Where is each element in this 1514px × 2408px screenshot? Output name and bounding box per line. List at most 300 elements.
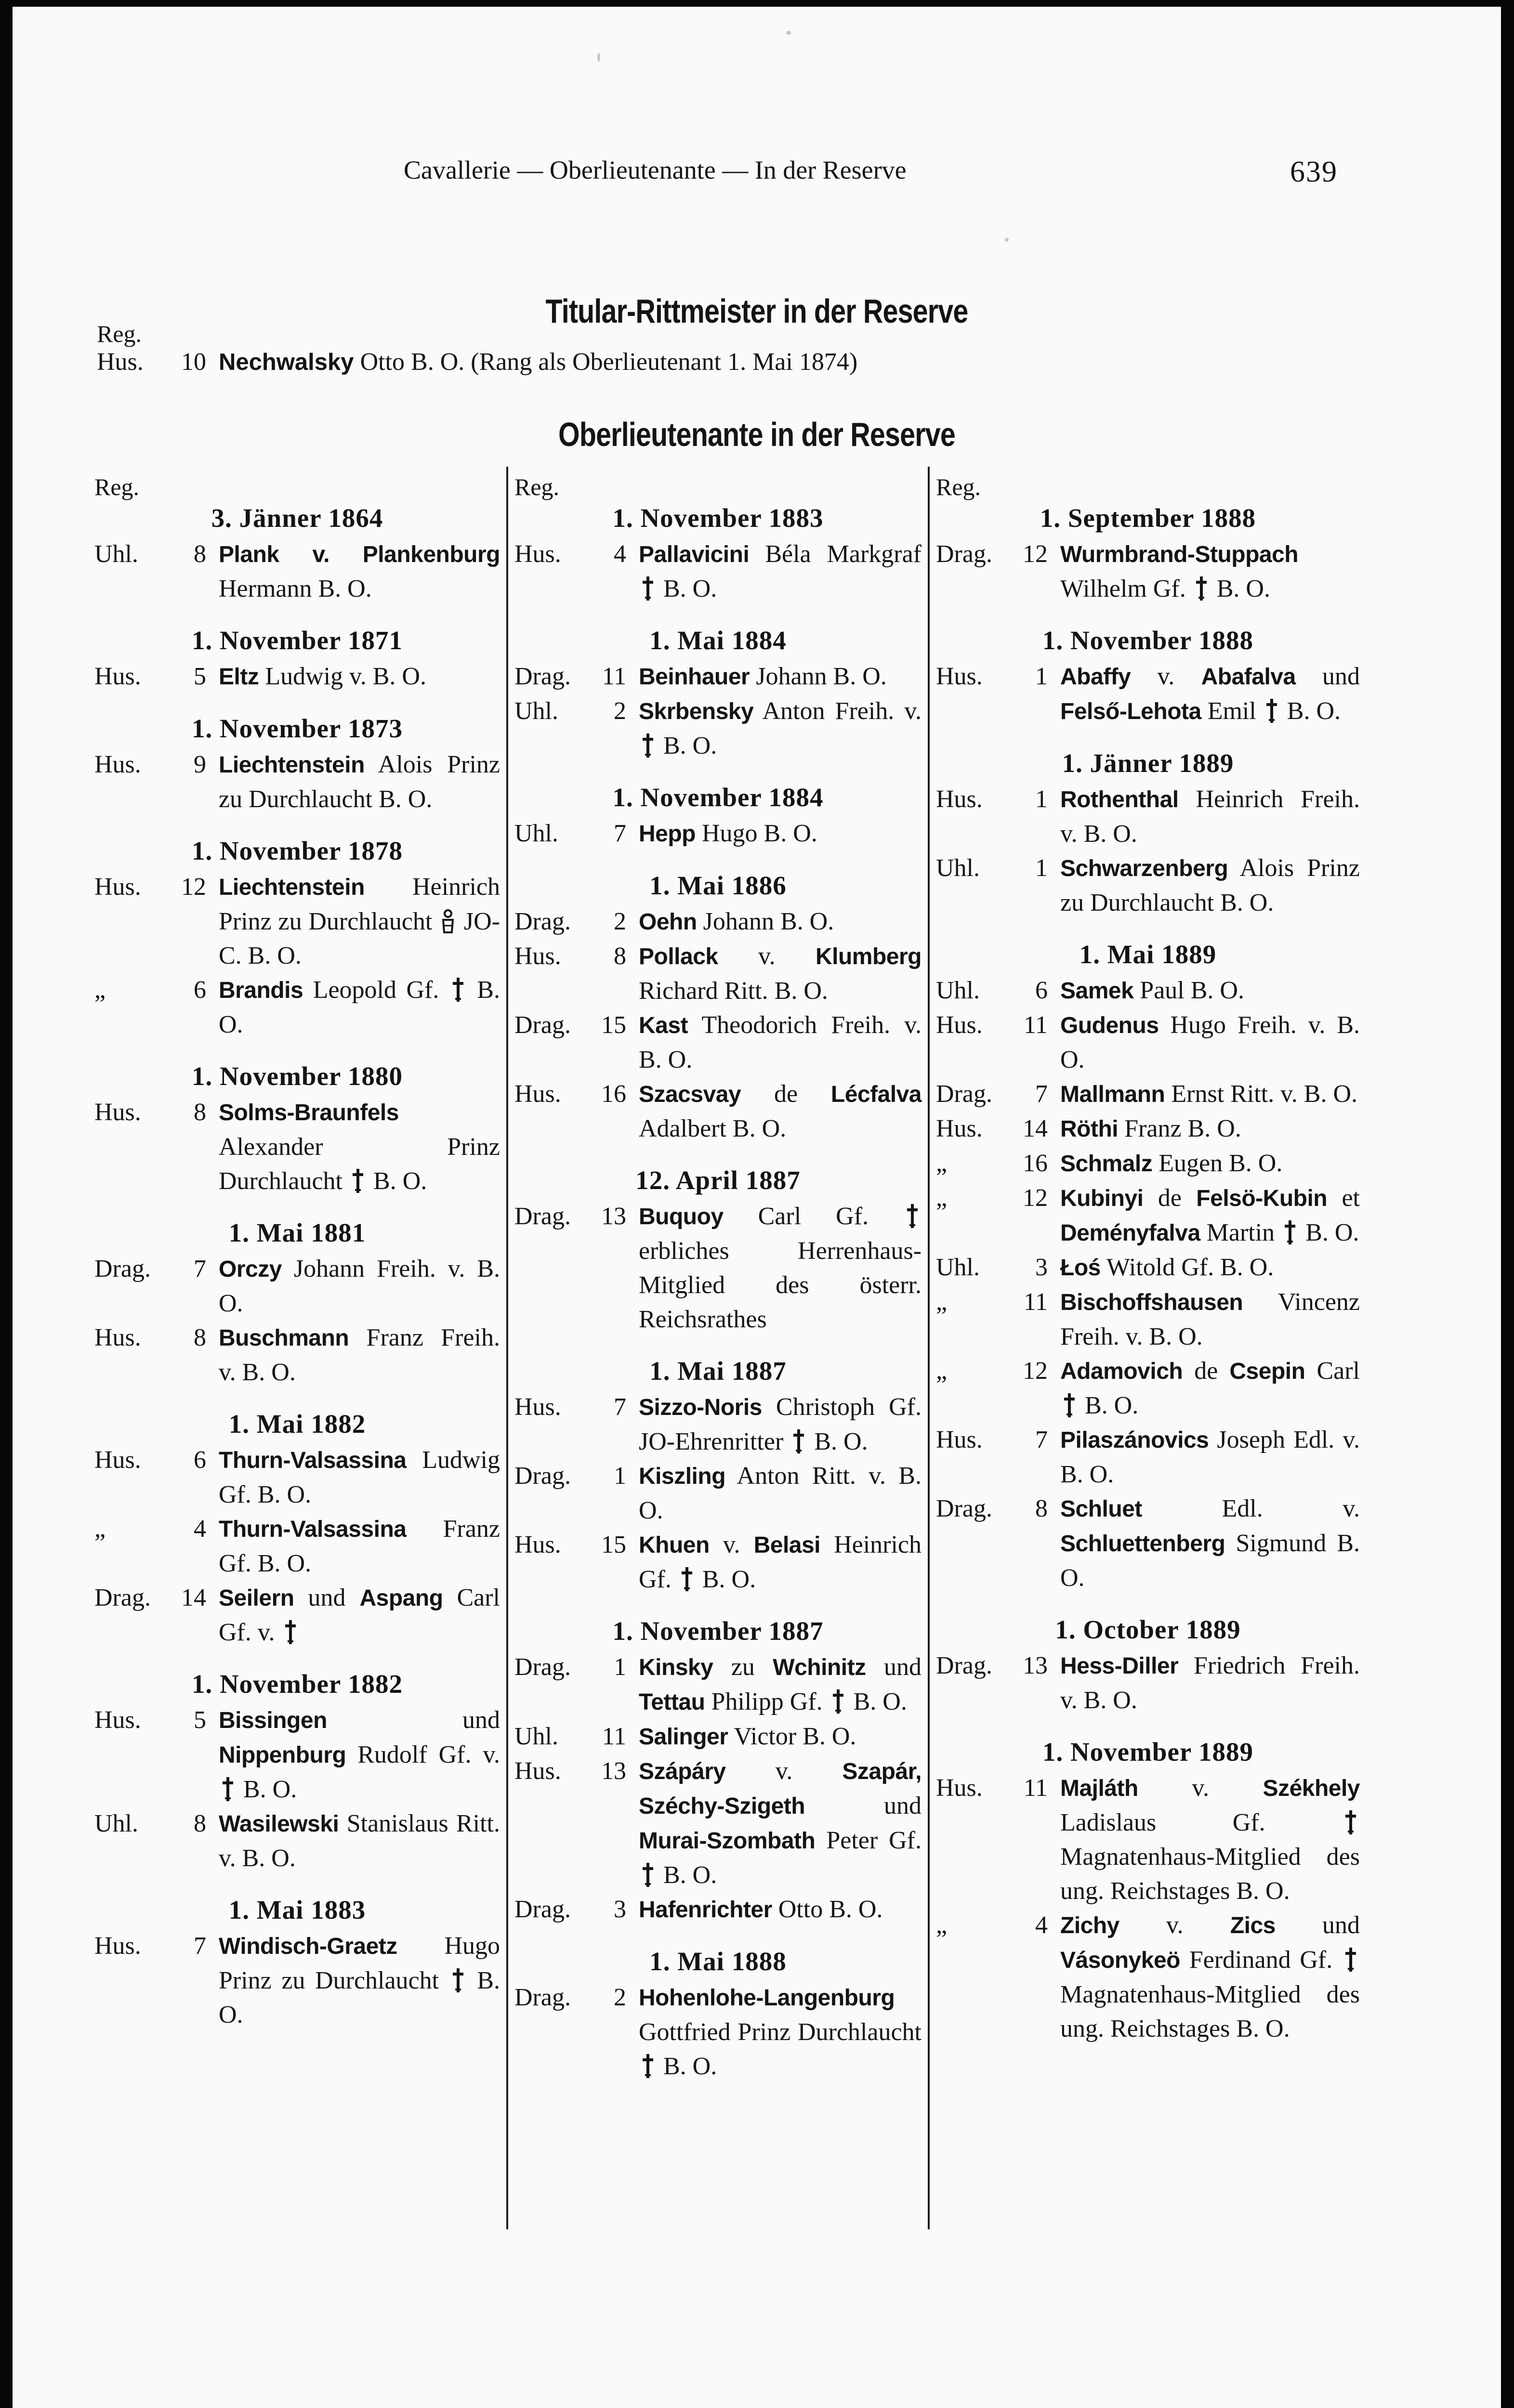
officer-name: Majláth	[1060, 1776, 1138, 1801]
officer-details: Franz B. O.	[1118, 1115, 1241, 1142]
oberlieutenante-heading: Oberlieutenante in der Reserve	[558, 416, 955, 453]
officer-entry	[514, 1650, 922, 1719]
promotion-date: 1. Mai 1883	[228, 1895, 366, 1924]
officer-details: v.	[725, 1757, 843, 1785]
promotion-date: 1. Mai 1882	[228, 1409, 366, 1439]
regiment-number: 12	[1023, 1184, 1048, 1212]
regiment-type: Drag.	[514, 1896, 571, 1923]
officer-entry	[94, 1321, 500, 1389]
officer-details: v.	[718, 942, 816, 970]
regiment-number: 3	[1035, 1254, 1048, 1281]
officer-details: B. O.	[1299, 1219, 1359, 1246]
regiment-number: 8	[194, 1099, 206, 1126]
officer-details: Franz Freih. v. B. O.	[219, 1324, 500, 1386]
cross-icon	[222, 1776, 234, 1802]
officer-text	[1060, 1181, 1360, 1250]
officer-name: Zichy	[1060, 1913, 1119, 1938]
officer-name: Buquoy	[639, 1204, 724, 1230]
officer-details: Heinrich Freih. v. B. O.	[1060, 785, 1360, 848]
officer-entry	[514, 537, 922, 606]
officer-name: Szacsvay	[639, 1082, 741, 1107]
officer-entry	[936, 1771, 1360, 1908]
regiment-number: 11	[1023, 1288, 1048, 1316]
regiment-type: Drag.	[936, 1080, 992, 1108]
promotion-date: 1. Mai 1881	[228, 1218, 366, 1247]
officer-text	[1060, 782, 1360, 851]
column-rule	[506, 467, 508, 2229]
officer-details: Alexander Prinz Durchlaucht	[219, 1133, 500, 1195]
regiment-number: 11	[602, 663, 626, 690]
column-3	[936, 473, 1360, 2240]
regiment-number: 14	[181, 1584, 206, 1611]
officer-text	[639, 904, 922, 939]
regiment-type: Uhl.	[94, 1810, 138, 1837]
regiment-type: „	[936, 1357, 948, 1385]
officer-details: Ladislaus Gf.	[1060, 1809, 1342, 1836]
officer-details: Franz Gf. B. O.	[219, 1515, 500, 1577]
regiment-type: Drag.	[514, 908, 571, 935]
officer-entry	[514, 1077, 922, 1146]
officer-surname: Nechwalsky	[219, 349, 354, 375]
officer-name: Mallmann	[1060, 1082, 1165, 1107]
regiment-type: Hus.	[94, 873, 141, 901]
officer-details: Vincenz Freih. v. B. O.	[1060, 1288, 1360, 1350]
officer-details: Hugo Freih. v. B. O.	[1060, 1011, 1360, 1073]
cross-icon	[642, 1862, 654, 1888]
promotion-date: 1. November 1887	[612, 1616, 824, 1646]
officer-name: Khuen	[639, 1532, 710, 1558]
officer-name: Belasi	[753, 1532, 820, 1558]
officer-name: Gudenus	[1060, 1013, 1159, 1038]
officer-entry	[514, 816, 922, 851]
officer-details: de	[741, 1080, 831, 1108]
regiment-number: 12	[181, 873, 206, 901]
officer-entry	[936, 1112, 1360, 1146]
officer-entry	[514, 1980, 922, 2083]
officer-name: Vásonykeö	[1060, 1948, 1180, 1973]
promotion-date: 12. April 1887	[635, 1165, 801, 1195]
officer-details: Alois Prinz zu Durchlaucht B. O.	[219, 751, 500, 813]
officer-name: Szapár, Széchy-Szigeth	[639, 1759, 922, 1819]
officer-details: Carl Gf.	[723, 1203, 903, 1230]
cross-icon	[1344, 1809, 1357, 1835]
officer-details: Philipp Gf.	[705, 1688, 829, 1715]
officer-details: Otto B. O.	[772, 1896, 883, 1923]
promotion-date: 1. Mai 1889	[1079, 940, 1217, 969]
officer-details: B. O.	[219, 976, 500, 1038]
cross-icon	[284, 1619, 297, 1645]
officer-text	[639, 1650, 922, 1719]
column-1	[94, 473, 500, 2240]
officer-details: und	[1295, 663, 1360, 690]
officer-entry	[936, 1146, 1360, 1181]
officer-name: Eltz	[219, 664, 259, 690]
officer-text	[1060, 1008, 1360, 1077]
regiment-type: Hus.	[94, 1932, 141, 1960]
officer-details: B. O.	[1079, 1392, 1139, 1419]
officer-name: Liechtenstein	[219, 875, 365, 900]
promotion-date: 1. Mai 1888	[649, 1947, 787, 1976]
officer-details: Christoph Gf. JO-Ehrenritter	[639, 1393, 922, 1455]
officer-text	[219, 747, 500, 816]
cross-icon	[681, 1566, 693, 1592]
officer-details: Carl	[1305, 1357, 1360, 1385]
officer-details: Peter Gf.	[815, 1827, 922, 1854]
officer-text	[219, 1806, 500, 1875]
regiment-number: 2	[614, 1984, 626, 2011]
regiment-number: 8	[194, 1324, 206, 1351]
officer-entry	[514, 1892, 922, 1927]
regiment-type: „	[936, 1150, 948, 1177]
officer-name: Tettau	[639, 1689, 705, 1715]
officer-text	[639, 1077, 922, 1146]
regiment-type: Hus.	[94, 1706, 141, 1734]
officer-details: und	[1275, 1911, 1360, 1939]
officer-details: Hugo B. O.	[696, 820, 817, 847]
officer-entry	[94, 973, 500, 1042]
officer-entry	[936, 1423, 1360, 1492]
regiment-type: Uhl.	[936, 977, 980, 1004]
regiment-type: „	[936, 1184, 948, 1212]
officer-details: und	[805, 1792, 922, 1819]
reg-label: Reg.	[97, 320, 142, 347]
cross-icon	[906, 1203, 919, 1229]
officer-entry	[514, 1528, 922, 1597]
officer-details: Gottfried Prinz Durchlaucht	[639, 2018, 922, 2046]
regiment-type: Hus.	[514, 1757, 561, 1785]
regiment-number: 6	[194, 976, 206, 1004]
officer-name: Buschmann	[219, 1325, 349, 1351]
officer-entry	[514, 694, 922, 763]
officer-details: B. O.	[1280, 697, 1341, 725]
promotion-date: 1. November 1871	[191, 626, 403, 655]
regiment-type: Hus.	[514, 1393, 561, 1421]
officer-entry	[514, 659, 922, 694]
officer-text	[219, 537, 500, 606]
decoration-icon	[442, 908, 454, 934]
officer-details: Stanislaus Ritt. v. B. O.	[219, 1810, 500, 1872]
promotion-date: 1. Jänner 1889	[1062, 748, 1234, 778]
officer-name: Klumberg	[815, 944, 922, 969]
officer-details: Magnatenhaus-Mitglied des ung. Reichstages B. O.	[1060, 1843, 1360, 1905]
regiment-type: Uhl.	[514, 820, 558, 847]
officer-entry	[936, 1008, 1360, 1077]
officer-text	[639, 1528, 922, 1597]
book-page	[13, 7, 1501, 2408]
regiment-number: 3	[614, 1896, 626, 1923]
officer-entry	[94, 1806, 500, 1875]
regiment-number: 8	[614, 942, 626, 970]
regiment-type: Drag.	[514, 663, 571, 690]
regiment-type: Uhl.	[514, 1723, 558, 1750]
regiment-number: 11	[1023, 1011, 1048, 1039]
titular-heading: Titular-Rittmeister in der Reserve	[545, 292, 968, 330]
officer-details: v.	[1131, 663, 1201, 690]
officer-text	[639, 1008, 922, 1077]
officer-details: B. O.	[219, 1967, 500, 2028]
page-number: 639	[1290, 156, 1338, 188]
officer-details: B. O.	[1210, 575, 1270, 602]
regiment-number: 5	[194, 663, 206, 690]
regiment-type: Drag.	[94, 1255, 151, 1283]
officer-details: Alois Prinz zu Durchlaucht B. O.	[1060, 854, 1360, 916]
promotion-date: 1. November 1878	[191, 836, 403, 865]
regiment-type: Hus.	[936, 785, 983, 813]
regiment-type: Hus.	[936, 663, 983, 690]
officer-entry	[514, 1199, 922, 1336]
officer-name: Schmalz	[1060, 1151, 1153, 1177]
officer-details: und	[327, 1706, 500, 1734]
officer-details: Ludwig Gf. B. O.	[219, 1446, 500, 1508]
officer-details: B. O.	[657, 2053, 717, 2080]
regiment-type: Hus.	[94, 663, 141, 690]
cross-icon	[1284, 1219, 1296, 1245]
officer-entry	[94, 1095, 500, 1198]
officer-entry	[94, 870, 500, 973]
officer-text	[219, 1252, 500, 1321]
officer-entry	[936, 1908, 1360, 2046]
promotion-date: 3. Jänner 1864	[211, 503, 383, 533]
officer-details: zu	[713, 1653, 773, 1681]
cross-icon	[352, 1168, 364, 1194]
officer-text	[219, 1321, 500, 1389]
officer-name: Solms-Braunfels	[219, 1100, 399, 1125]
regiment-number: 16	[1023, 1150, 1048, 1177]
officer-details: Witold Gf. B. O.	[1100, 1254, 1274, 1281]
regiment-number: 10	[181, 348, 206, 376]
regiment-type: „	[936, 1911, 948, 1939]
officer-name: Abafalva	[1201, 664, 1296, 690]
officer-text	[1060, 851, 1360, 920]
promotion-date: 1. October 1889	[1055, 1615, 1241, 1644]
regiment-type: Hus.	[514, 1531, 561, 1558]
officer-entry	[514, 904, 922, 939]
officer-text	[639, 1199, 922, 1336]
officer-text	[639, 1892, 922, 1927]
officer-details: Adalbert B. O.	[639, 1115, 787, 1142]
regiment-type: Drag.	[936, 1495, 992, 1522]
officer-details: B. O.	[237, 1776, 297, 1803]
officer-details: B. O.	[657, 732, 717, 759]
officer-details: B. O.	[367, 1167, 427, 1195]
regiment-number: 12	[1023, 1357, 1048, 1385]
regiment-type: Hus.	[94, 1324, 141, 1351]
officer-details: Wilhelm Gf.	[1060, 575, 1192, 602]
officer-name: Hohenlohe-Langenburg	[639, 1985, 895, 2011]
officer-entry	[936, 1285, 1360, 1354]
regiment-type: „	[94, 1515, 106, 1543]
regiment-type: Uhl.	[94, 540, 138, 568]
regiment-number: 2	[614, 908, 626, 935]
promotion-date: 1. November 1884	[612, 783, 824, 812]
officer-text	[639, 694, 922, 763]
officer-text	[1060, 1146, 1360, 1181]
officer-name: Zics	[1230, 1913, 1276, 1938]
officer-text	[219, 870, 500, 973]
officer-details: Richard Ritt. B. O.	[639, 977, 828, 1005]
officer-details: und	[866, 1653, 922, 1681]
regiment-number: 4	[1035, 1911, 1048, 1939]
officer-name: Thurn-Valsassina	[219, 1517, 407, 1542]
officer-text	[1060, 1492, 1360, 1595]
officer-details: Anton Freih. v.	[753, 697, 922, 725]
officer-text	[639, 816, 922, 851]
regiment-number: 7	[194, 1932, 206, 1960]
officer-text	[1060, 659, 1360, 729]
regiment-number: 8	[194, 540, 206, 568]
cross-icon	[1063, 1392, 1076, 1418]
officer-name: Sizzo-Noris	[639, 1395, 762, 1420]
officer-text	[639, 1390, 922, 1459]
promotion-date: 1. September 1888	[1040, 503, 1256, 533]
officer-name: Nippenburg	[219, 1742, 346, 1768]
officer-text	[219, 973, 500, 1042]
regiment-type: Uhl.	[514, 697, 558, 725]
officer-name: Beinhauer	[639, 664, 750, 690]
promotion-date: 1. November 1889	[1042, 1737, 1254, 1767]
officer-details: v.	[709, 1531, 754, 1558]
officer-name: Schwarzenberg	[1060, 856, 1228, 881]
cross-icon	[1265, 698, 1278, 724]
officer-details: Emil	[1201, 697, 1263, 725]
officer-text	[639, 1719, 922, 1754]
officer-details: Anton Ritt. v. B. O.	[639, 1462, 922, 1524]
regiment-number: 13	[601, 1757, 626, 1785]
regiment-number: 8	[194, 1810, 206, 1837]
print-speck	[597, 53, 600, 62]
regiment-number: 6	[194, 1446, 206, 1474]
regiment-number: 6	[1035, 977, 1048, 1004]
officer-details: Eugen B. O.	[1152, 1150, 1283, 1177]
officer-text	[219, 1929, 500, 2032]
officer-name: Brandis	[219, 978, 303, 1003]
officer-entry	[94, 1581, 500, 1649]
regiment-number: 4	[614, 540, 626, 568]
officer-name: Thurn-Valsassina	[219, 1448, 407, 1473]
officer-name: Kiszling	[639, 1464, 726, 1489]
officer-text	[1060, 1771, 1360, 1908]
column-2	[514, 473, 922, 2240]
regiment-number: 13	[601, 1203, 626, 1230]
cross-icon	[642, 733, 654, 759]
officer-details: Joseph Edl. v. B. O.	[1060, 1426, 1360, 1488]
officer-name: Liechtenstein	[219, 752, 365, 778]
regiment-number: 14	[1023, 1115, 1048, 1142]
officer-name: Murai-Szombath	[639, 1828, 816, 1854]
officer-details: Victor B. O.	[728, 1723, 856, 1750]
officer-name: Abaffy	[1060, 664, 1131, 690]
officer-name: Oehn	[639, 909, 697, 935]
officer-entry	[94, 659, 500, 694]
regiment-type: Hus.	[514, 942, 561, 970]
officer-details: Edl. v.	[1142, 1495, 1360, 1522]
officer-name: Schluettenberg	[1060, 1531, 1225, 1557]
regiment-type: Hus.	[936, 1426, 983, 1453]
officer-name: Orczy	[219, 1256, 282, 1282]
officer-entry	[936, 1250, 1360, 1285]
officer-details: Hermann B. O.	[219, 575, 372, 602]
promotion-date: 1. November 1883	[612, 503, 824, 533]
officer-name: Kubinyi	[1060, 1186, 1144, 1211]
regiment-type: Hus.	[94, 751, 141, 778]
officer-text	[219, 1581, 500, 1649]
promotion-date: 1. November 1888	[1042, 626, 1254, 655]
officer-name: Salinger	[639, 1724, 728, 1750]
officer-details: v.	[1119, 1911, 1230, 1939]
officer-details: Ferdinand Gf.	[1180, 1946, 1342, 1974]
officer-details: Carl Gf. v.	[219, 1584, 500, 1646]
officer-text	[219, 1095, 500, 1198]
officer-entry	[94, 1929, 500, 2032]
officer-text	[1060, 973, 1360, 1008]
officer-text	[219, 1703, 500, 1806]
officer-text	[1060, 1423, 1360, 1492]
reg-label: Reg.	[94, 473, 140, 500]
officer-name: Deményfalva	[1060, 1220, 1200, 1246]
officer-entry	[94, 747, 500, 816]
officer-text	[639, 1459, 922, 1528]
regiment-number: 1	[1035, 663, 1048, 690]
officer-name: Bischoffshausen	[1060, 1290, 1243, 1315]
titular-entry	[97, 348, 858, 376]
officer-details: Sigmund B. O.	[1060, 1530, 1360, 1592]
officer-name: Windisch-Graetz	[219, 1934, 397, 1959]
officer-name: Łoś	[1060, 1255, 1101, 1281]
regiment-number: 7	[614, 820, 626, 847]
officer-details: Magnatenhaus-Mitglied des ung. Reichstages B. O.	[1060, 1981, 1360, 2042]
regiment-type: Drag.	[514, 1462, 571, 1490]
regiment-number: 7	[1035, 1426, 1048, 1453]
regiment-number: 11	[602, 1723, 626, 1750]
officer-text	[1060, 1354, 1360, 1423]
officer-name: Hepp	[639, 821, 696, 847]
officer-details: B. O.	[696, 1566, 756, 1593]
regiment-type: Uhl.	[936, 1254, 980, 1281]
regiment-type: Drag.	[94, 1584, 151, 1611]
officer-entry	[514, 1719, 922, 1754]
officer-text	[1060, 1285, 1360, 1354]
regiment-type: Drag.	[514, 1984, 571, 2011]
regiment-number: 9	[194, 751, 206, 778]
officer-name: Kast	[639, 1013, 688, 1038]
regiment-number: 15	[601, 1531, 626, 1558]
officer-name: Pallavicini	[639, 542, 750, 567]
officer-details: de	[1183, 1357, 1230, 1385]
regiment-number: 12	[1023, 540, 1048, 568]
officer-details: B. O.	[808, 1428, 868, 1455]
officer-text	[639, 1754, 922, 1892]
officer-name: Seilern	[219, 1585, 294, 1611]
officer-name: Kinsky	[639, 1655, 713, 1680]
officer-entry	[514, 1008, 922, 1077]
officer-text	[1060, 1250, 1360, 1285]
regiment-type: „	[936, 1288, 948, 1316]
regiment-type: Hus.	[514, 1080, 561, 1108]
officer-details: B. O.	[657, 575, 717, 602]
officer-details: Ernst Ritt. v. B. O.	[1165, 1080, 1358, 1108]
regiment-type: Drag.	[514, 1011, 571, 1039]
regiment-number: 4	[194, 1515, 206, 1543]
regiment-number: 13	[1023, 1652, 1048, 1679]
print-speck	[786, 31, 791, 35]
officer-name: Székhely	[1263, 1776, 1360, 1801]
officer-text	[639, 1980, 922, 2083]
regiment-number: 16	[601, 1080, 626, 1108]
promotion-date: 1. November 1882	[191, 1669, 403, 1699]
officer-details: Heinrich Prinz zu Durchlaucht	[219, 873, 500, 935]
officer-details: JO-C. B. O.	[219, 908, 500, 969]
officer-name: Aspang	[359, 1585, 443, 1611]
